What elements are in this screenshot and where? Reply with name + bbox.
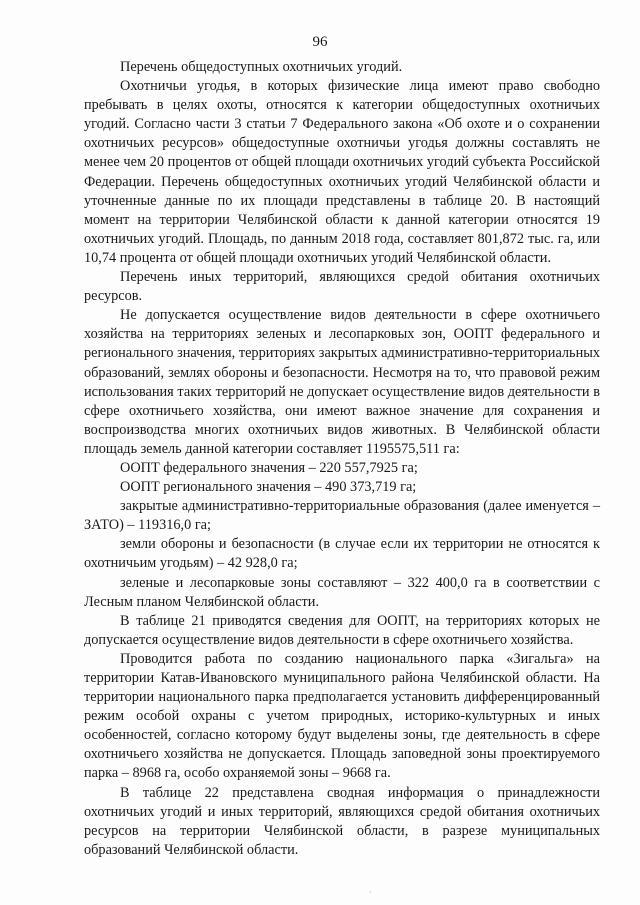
list-item-green-zones: зеленые и лесопарковые зоны составляют – 322 400,0 га в соответствии с Лесным планом Челябинской области. — [84, 574, 600, 610]
paragraph-other-territories: Не допускается осуществление видов деятельности в сфере охотничьего хозяйства на территориях зеленых и лесопарковых зон, ООПТ федерального и регионального значения, территориях закрытых административно-территориальных образований, землях обороны и безопасности. Несмотря на то, что правовой режим использования таких территорий не допускает осуществление видов деятельности в сфере охотничьего хозяйства, они имеют важное значение для сохранения и воспроизводства многих охотничьих видов животных. В Челябинской области площадь земель данной категории составляет 1195575,511 га: — [84, 307, 600, 457]
list-item-regional-oopt: ООПТ регионального значения – 490 373,719 га; — [120, 479, 417, 496]
paragraph-public-hunting-grounds: Охотничьи угодья, в которых физические лица имеют право свободно пребывать в целях охоты, относятся к категории общедоступных охотничьих угодий. Согласно части 3 статьи 7 Федерального закона «Об охоте и о сохранении охотничьих ресурсов» общедоступные охотничьи угодья должны составлять не менее чем 20 процентов от общей площади охотничьих угодий субъекта Российской Федерации. Перечень общедоступных охотничьих угодий Челябинской области и уточненные данные по их площади представлены в таблице 20. В настоящий момент на территории Челябинской области к данной категории относятся 19 охотничьих угодий. Площадь, по данным 2018 года, составляет 801,872 тыс. га, или 10,74 процента от общей площади охотничьих угодий Челябинской области. — [84, 78, 600, 266]
paragraph-heading-public-hunting-grounds: Перечень общедоступных охотничьих угодий. — [120, 59, 403, 75]
paragraph-heading-other-territories: Перечень иных территорий, являющихся средой обитания охотничьих ресурсов. — [84, 269, 600, 305]
list-item-defense-lands: земли обороны и безопасности (в случае если их территории не относятся к охотничьим угодьям) – 42 928,0 га; — [84, 536, 600, 572]
body-text — [84, 58, 600, 860]
scan-mark: · — [369, 888, 372, 897]
paragraph-table-22: В таблице 22 представлена сводная информация о принадлежности охотничьих угодий и иных территорий, являющихся средой обитания охотничьих ресурсов на территории Челябинской области, в разрезе муниципальных образований Челябинской области. — [84, 784, 600, 858]
list-item-zato: закрытые административно-территориальные образования (далее именуется – ЗАТО) – 119316,0 га; — [84, 498, 600, 534]
paragraph-table-21: В таблице 21 приводятся сведения для ООПТ, на территориях которых не допускается осуществление видов деятельности в сфере охотничьего хозяйства. — [84, 612, 600, 648]
list-item-federal-oopt: ООПТ федерального значения – 220 557,7925 га; — [120, 459, 418, 476]
page-number: 96 — [312, 34, 328, 50]
paragraph-national-park: Проводится работа по созданию национального парка «Зигальга» на территории Катав-Ивановского муниципального района Челябинской области. На территории национального парка предполагается установить дифференцированный режим особой охраны с учетом природных, историко-культурных и иных особенностей, согласно которому будут выделены зоны, где деятельность в сфере охотничьего хозяйства не допускается. Площадь заповедной зоны проектируемого парка – 8968 га, особо охраняемой зоны – 9668 га. — [84, 650, 600, 782]
